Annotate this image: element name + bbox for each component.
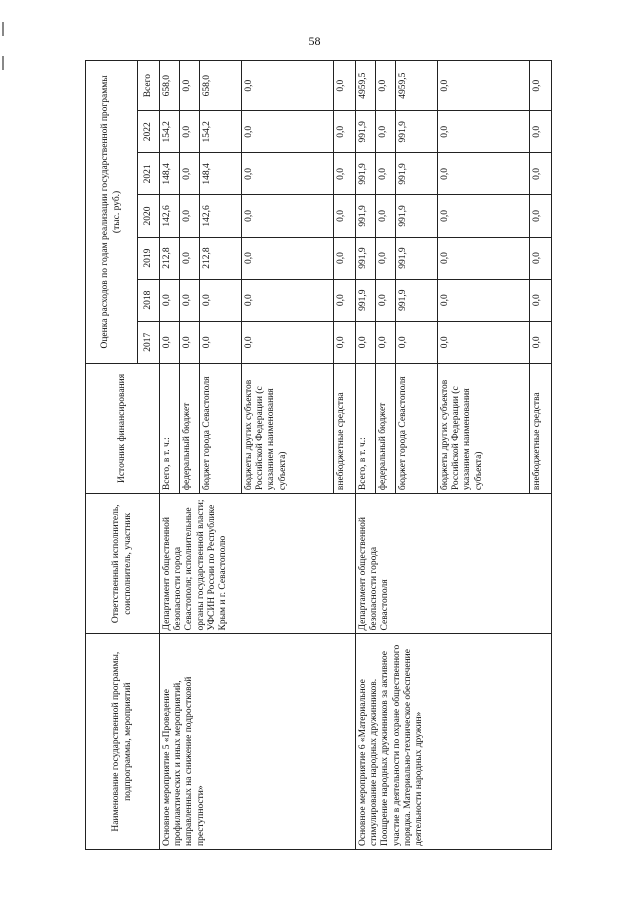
responsible-party: Департамент общественной безопасности города Севастополя; исполнительные органы государственной власти; УФСИН России по Республике Крым и г. Севастополю xyxy=(160,494,356,634)
year-value-cell: 142,6 xyxy=(160,195,180,237)
year-value-cell: 991,9 xyxy=(396,279,438,321)
year-value-cell: 0,0 xyxy=(242,111,334,153)
scan-mark xyxy=(2,56,4,70)
year-value-cell: 0,0 xyxy=(334,153,356,195)
year-value-cell: 991,9 xyxy=(356,153,376,195)
funding-source: бюджет города Севастополя xyxy=(396,363,438,493)
year-value-cell: 0,0 xyxy=(180,237,200,279)
header-year: 2017 xyxy=(138,321,160,363)
funding-source: Всего, в т. ч.: xyxy=(160,363,180,493)
page-number: 58 xyxy=(308,34,321,48)
year-value-cell: 991,9 xyxy=(396,195,438,237)
year-value-cell: 991,9 xyxy=(356,279,376,321)
total-cell: 658,0 xyxy=(200,61,242,111)
year-value-cell: 0,0 xyxy=(180,279,200,321)
table-row xyxy=(160,61,180,850)
year-value-cell: 991,9 xyxy=(396,237,438,279)
total-cell: 0,0 xyxy=(376,61,396,111)
year-value-cell: 154,2 xyxy=(160,111,180,153)
year-value-cell: 0,0 xyxy=(334,111,356,153)
responsible-party: Департамент общественной безопасности города Севастополя xyxy=(356,494,552,634)
year-value-cell: 0,0 xyxy=(376,279,396,321)
year-value-cell: 0,0 xyxy=(242,321,334,363)
header-year: 2020 xyxy=(138,195,160,237)
header-name: Наименование государственной программы, подпрограммы, мероприятий xyxy=(86,634,160,850)
year-value-cell: 991,9 xyxy=(396,111,438,153)
header-total: Всего xyxy=(138,61,160,111)
total-cell: 0,0 xyxy=(438,61,530,111)
year-value-cell: 991,9 xyxy=(356,111,376,153)
total-cell: 0,0 xyxy=(180,61,200,111)
header-year: 2021 xyxy=(138,153,160,195)
year-value-cell: 0,0 xyxy=(530,195,552,237)
total-cell: 0,0 xyxy=(242,61,334,111)
year-value-cell: 0,0 xyxy=(242,237,334,279)
year-value-cell: 148,4 xyxy=(200,153,242,195)
measure-name: Основное мероприятие 6 «Материальное стимулирование народных дружинников. Поощрение народных дружинников за активное участие в деятельности по охране общественного порядка. Материально-техническое обеспечение деятельности народных дружин» xyxy=(356,634,552,850)
year-value-cell: 0,0 xyxy=(438,321,530,363)
year-value-cell: 0,0 xyxy=(376,111,396,153)
year-value-cell: 0,0 xyxy=(356,321,376,363)
year-value-cell: 142,6 xyxy=(200,195,242,237)
year-value-cell: 212,8 xyxy=(160,237,180,279)
year-value-cell: 0,0 xyxy=(530,279,552,321)
year-value-cell: 0,0 xyxy=(180,195,200,237)
header-year: 2019 xyxy=(138,237,160,279)
funding-source: Всего, в т. ч.: xyxy=(356,363,376,493)
year-value-cell: 0,0 xyxy=(200,321,242,363)
total-cell: 658,0 xyxy=(160,61,180,111)
year-value-cell: 0,0 xyxy=(160,279,180,321)
total-cell: 0,0 xyxy=(530,61,552,111)
year-value-cell: 0,0 xyxy=(180,111,200,153)
year-value-cell: 991,9 xyxy=(396,153,438,195)
year-value-cell: 0,0 xyxy=(438,279,530,321)
year-value-cell: 0,0 xyxy=(334,237,356,279)
funding-source: бюджеты других субъектов Российской Федерации (с указанием наименования субъекта) xyxy=(438,363,530,493)
year-value-cell: 991,9 xyxy=(356,237,376,279)
total-cell: 4959,5 xyxy=(396,61,438,111)
measure-name: Основное мероприятие 5 «Проведение профилактических и иных мероприятий, направленных на снижение подростковой преступности» xyxy=(160,634,356,850)
year-value-cell: 0,0 xyxy=(242,279,334,321)
funding-source: внебюджетные средства xyxy=(334,363,356,493)
year-value-cell: 0,0 xyxy=(180,153,200,195)
year-value-cell: 0,0 xyxy=(438,153,530,195)
year-value-cell: 0,0 xyxy=(242,195,334,237)
year-value-cell: 0,0 xyxy=(530,111,552,153)
year-value-cell: 0,0 xyxy=(396,321,438,363)
year-value-cell: 0,0 xyxy=(438,237,530,279)
year-value-cell: 148,4 xyxy=(160,153,180,195)
year-value-cell: 0,0 xyxy=(438,111,530,153)
header-responsible: Ответственный исполнитель, соисполнитель, участник xyxy=(86,494,160,634)
year-value-cell: 0,0 xyxy=(530,237,552,279)
year-value-cell: 0,0 xyxy=(334,195,356,237)
total-cell: 0,0 xyxy=(334,61,356,111)
funding-source: бюджеты других субъектов Российской Федерации (с указанием наименования субъекта) xyxy=(242,363,334,493)
year-value-cell: 0,0 xyxy=(438,195,530,237)
year-value-cell: 0,0 xyxy=(530,153,552,195)
rotated-table-container xyxy=(85,60,540,850)
header-year: 2018 xyxy=(138,279,160,321)
year-value-cell: 0,0 xyxy=(376,195,396,237)
year-value-cell: 0,0 xyxy=(334,321,356,363)
year-value-cell: 212,8 xyxy=(200,237,242,279)
header-estimate: Оценка расходов по годам реализации государственной программы (тыс. руб.) xyxy=(86,61,138,364)
header-year: 2022 xyxy=(138,111,160,153)
year-value-cell: 991,9 xyxy=(356,195,376,237)
header-source: Источник финансирования xyxy=(86,363,160,493)
year-value-cell: 0,0 xyxy=(334,279,356,321)
year-value-cell: 0,0 xyxy=(376,321,396,363)
year-value-cell: 154,2 xyxy=(200,111,242,153)
year-value-cell: 0,0 xyxy=(530,321,552,363)
funding-source: внебюджетные средства xyxy=(530,363,552,493)
table-row xyxy=(356,61,376,850)
funding-source: федеральный бюджет xyxy=(180,363,200,493)
funding-source: федеральный бюджет xyxy=(376,363,396,493)
year-value-cell: 0,0 xyxy=(376,153,396,195)
year-value-cell: 0,0 xyxy=(160,321,180,363)
year-value-cell: 0,0 xyxy=(376,237,396,279)
funding-source: бюджет города Севастополя xyxy=(200,363,242,493)
year-value-cell: 0,0 xyxy=(180,321,200,363)
year-value-cell: 0,0 xyxy=(200,279,242,321)
budget-table xyxy=(85,60,552,850)
year-value-cell: 0,0 xyxy=(242,153,334,195)
total-cell: 4959,5 xyxy=(356,61,376,111)
